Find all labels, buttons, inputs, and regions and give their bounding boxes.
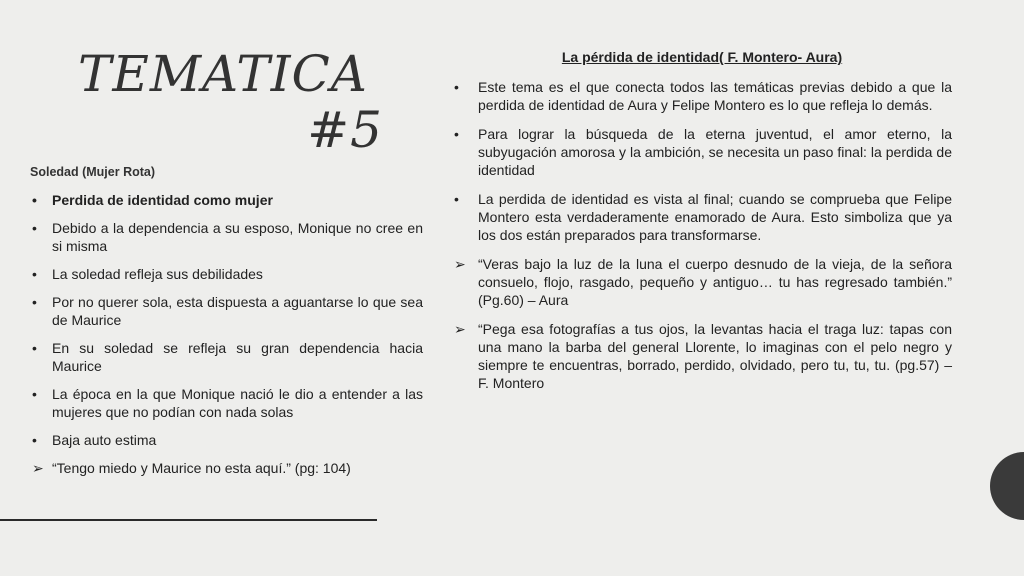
bullet-icon: • [454,79,459,95]
list-item [452,190,952,244]
left-column [30,163,423,487]
list-item-text: Baja auto estima [52,432,157,448]
list-item-text: Debido a la dependencia a su esposo, Monique no cree en si misma [52,220,423,254]
list-item-text: La época en la que Monique nació le dio a entender a las mujeres que no podían con nada solas [52,386,423,420]
list-item [452,78,952,114]
list-item [452,320,952,392]
title-line-2: #5 [307,101,383,159]
list-item-text: La soledad refleja sus debilidades [52,266,263,282]
bullet-icon: • [32,294,37,310]
list-item [30,219,423,255]
list-item [30,339,423,375]
arrow-bullet-icon: ➢ [454,321,466,337]
bullet-icon: • [32,340,37,356]
right-list [452,78,952,392]
right-heading: La pérdida de identidad( F. Montero- Aura) [561,49,843,65]
list-item [30,293,423,329]
bullet-icon: • [32,266,37,282]
list-item [30,459,423,477]
bullet-icon: • [32,220,37,236]
bullet-icon: • [32,432,37,448]
list-item-text: Por no querer sola, esta dispuesta a aguantarse lo que sea de Maurice [52,294,423,328]
list-item-text: En su soledad se refleja su gran dependencia hacia Maurice [52,340,423,374]
list-item-text: Perdida de identidad como mujer [52,192,273,208]
list-item-text: “Tengo miedo y Maurice no esta aquí.” (pg: 104) [52,460,351,476]
arrow-bullet-icon: ➢ [454,256,466,272]
list-item-text: “Pega esa fotografías a tus ojos, la levantas hacia el traga luz: tapas con una mano la barba del general Llorente, lo imaginas con el pelo negro y siempre te encuentras, borrado, perdido, olvidado, pero tu, tu, tu. (pg.57) – F. Montero [478,321,952,391]
left-subtitle: Soledad (Mujer Rota) [30,165,156,179]
divider-line [0,519,377,521]
slide-title [78,46,383,158]
bullet-icon: • [454,191,459,207]
decorative-circle [990,452,1024,520]
bullet-icon: • [454,126,459,142]
list-item [30,431,423,449]
list-item-text: “Veras bajo la luz de la luna el cuerpo desnudo de la vieja, de la señora consuelo, flojo, rasgado, pequeño y antiguo… tu has regresado también.” (Pg.60) – Aura [478,256,952,308]
arrow-bullet-icon: ➢ [32,460,44,476]
list-item [452,255,952,309]
list-item [452,125,952,179]
list-item [30,385,423,421]
list-item-text: Este tema es el que conecta todos las temáticas previas debido a que la perdida de identidad de Aura y Felipe Montero es lo que refleja lo demás. [478,79,952,113]
bullet-icon: • [32,386,37,402]
bullet-icon: • [32,192,37,208]
title-line-1: TEMATICA [78,45,368,103]
left-list [30,191,423,477]
list-item-text: La perdida de identidad es vista al final; cuando se comprueba que Felipe Montero esta verdaderamente enamorado de Aura. Esto simboliza que ya los dos están preparados para transformarse. [478,191,952,243]
list-item [30,191,423,209]
right-column [452,49,952,403]
list-item-text: Para lograr la búsqueda de la eterna juventud, el amor eterno, la subyugación amorosa y la ambición, se necesita un paso final: la perdida de identidad [478,126,952,178]
list-item [30,265,423,283]
